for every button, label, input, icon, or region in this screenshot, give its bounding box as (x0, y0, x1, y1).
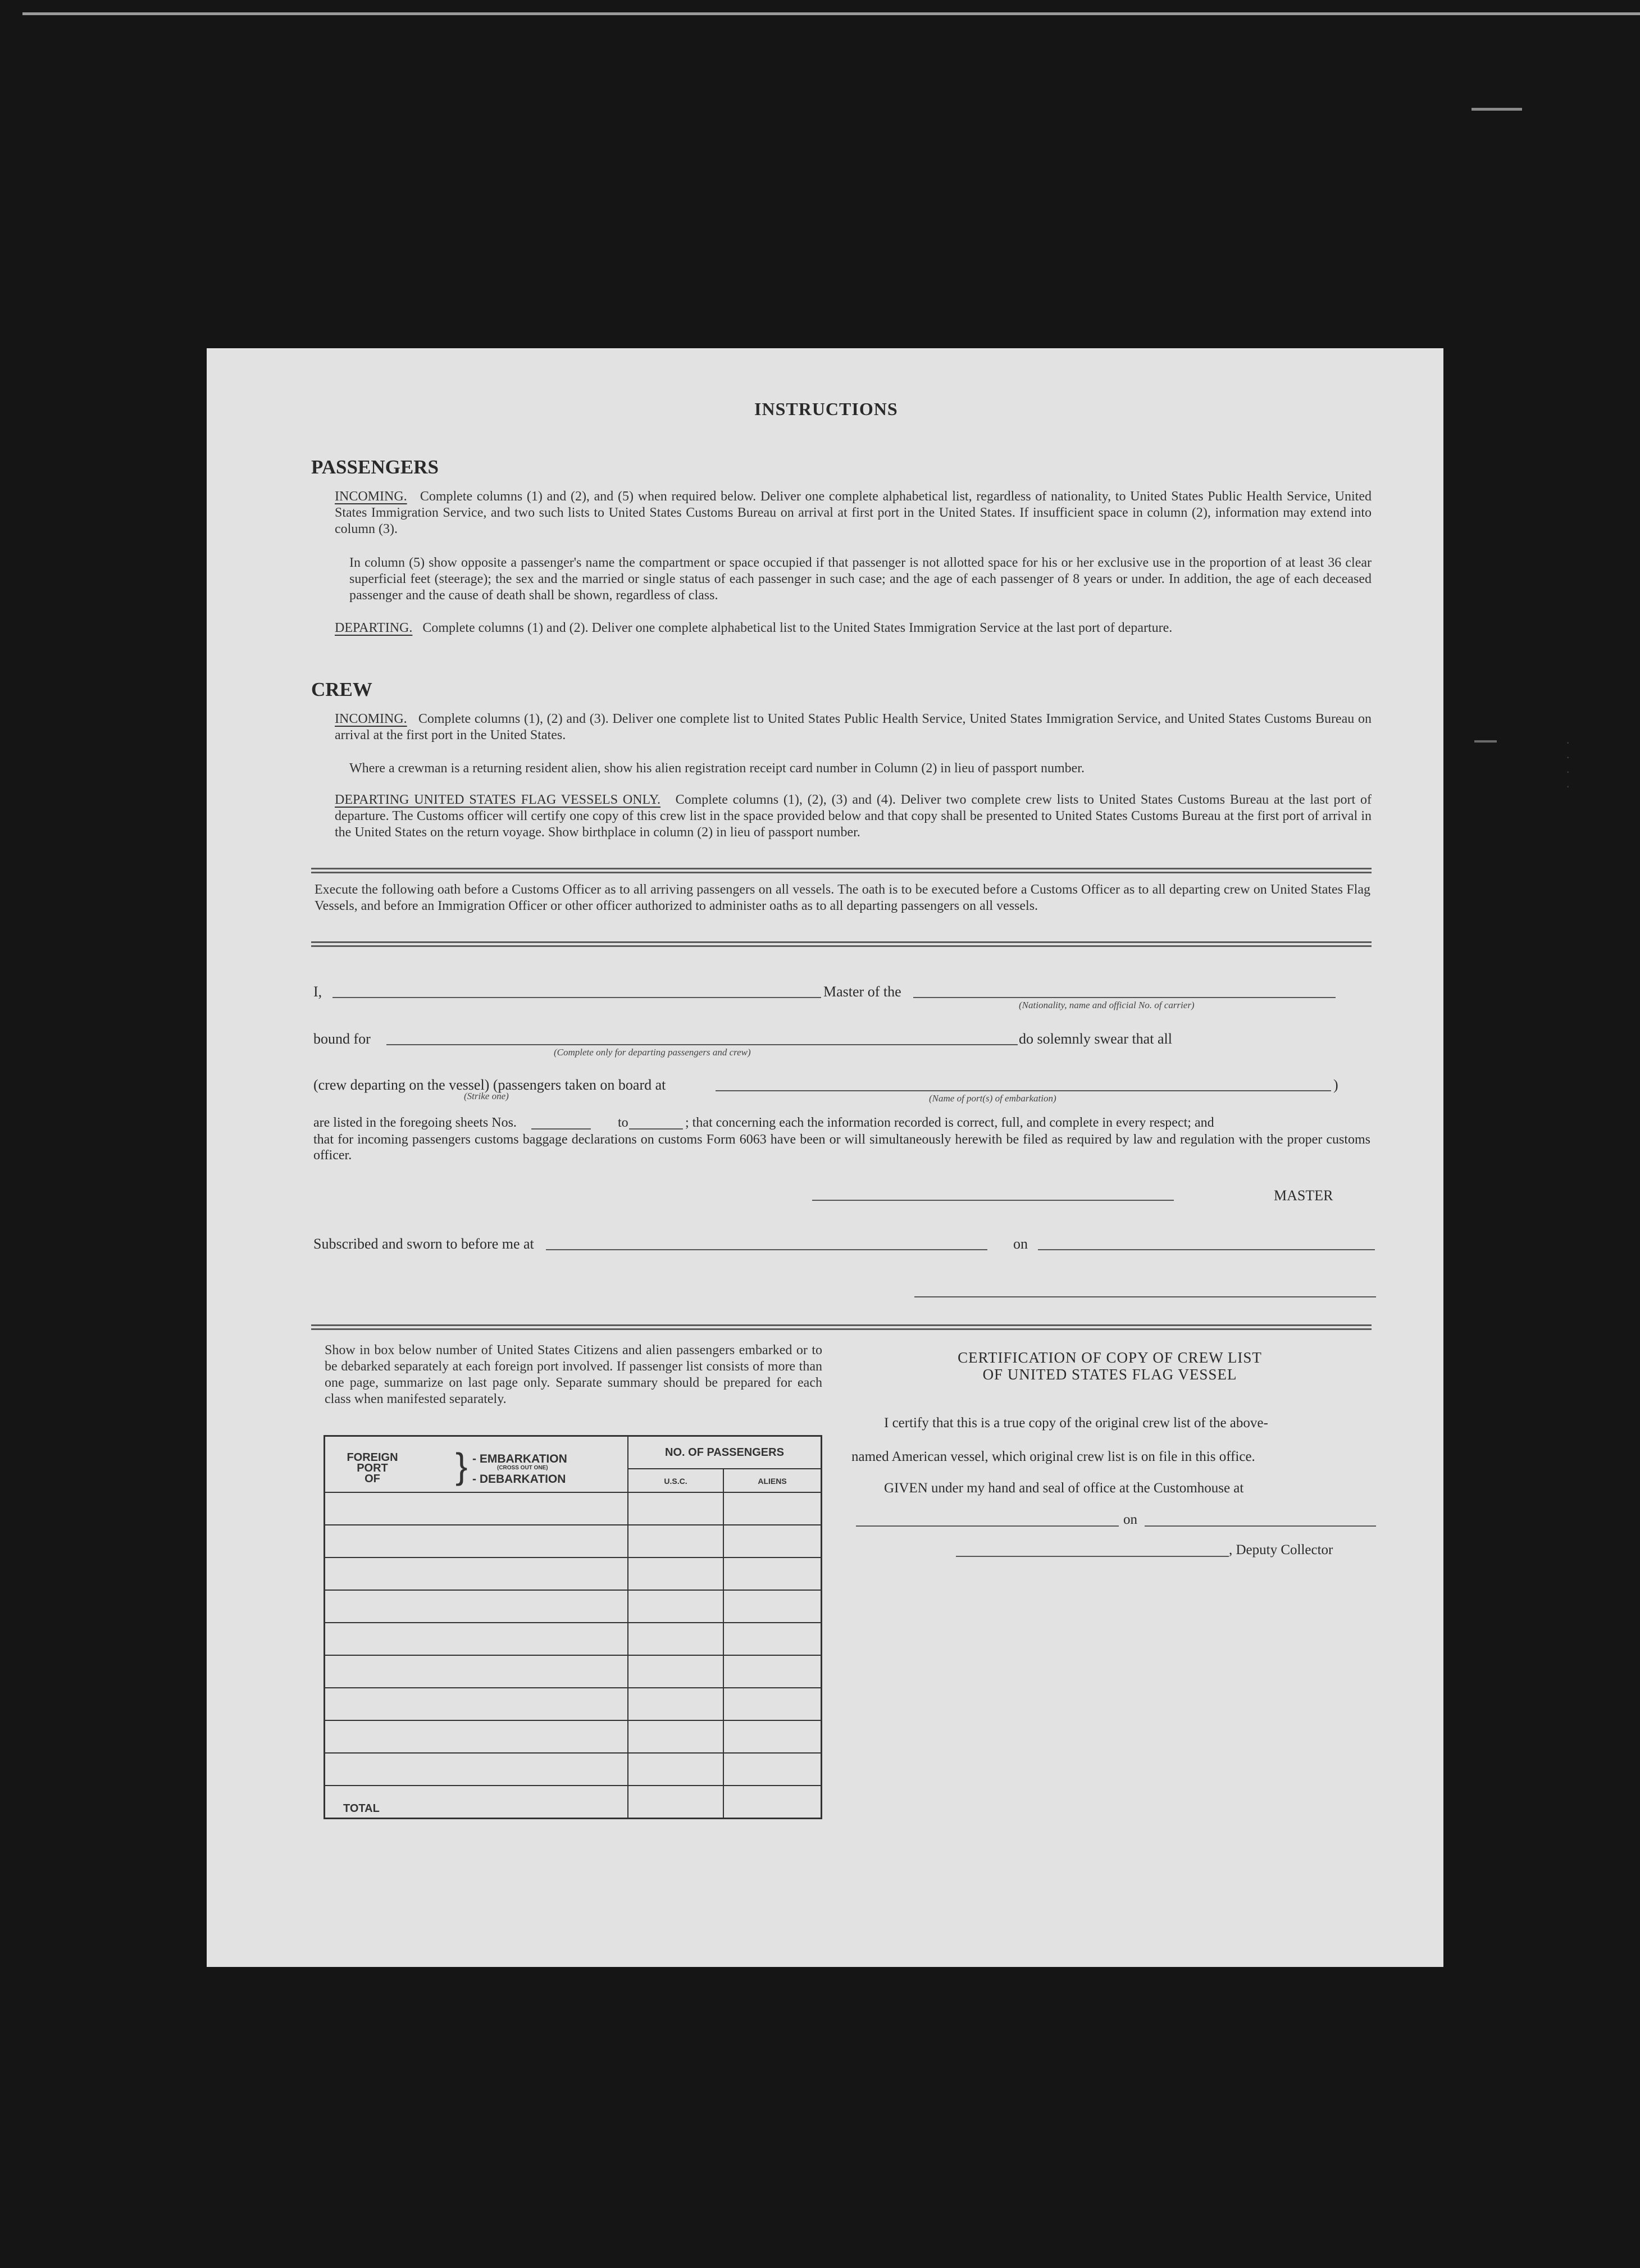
carrier-caption: (Nationality, name and official No. of carrier) (1019, 1000, 1195, 1010)
crew-departing-lead: DEPARTING UNITED STATES FLAG VESSELS ONLY. (335, 793, 661, 807)
summary-port-header (325, 1436, 628, 1493)
passengers-incoming-lead: INCOMING. (335, 489, 407, 504)
sworn-on-label: on (1013, 1236, 1028, 1252)
usc-cell[interactable] (628, 1688, 723, 1720)
solemnly-swear: do solemnly swear that all (1019, 1031, 1172, 1047)
total-label-cell (325, 1786, 628, 1819)
aliens-cell[interactable] (723, 1655, 822, 1688)
port-cell[interactable] (325, 1720, 628, 1753)
usc-cell[interactable] (628, 1492, 723, 1525)
customhouse-field[interactable] (856, 1525, 1119, 1527)
sheet-to-field[interactable] (629, 1128, 683, 1130)
passenger-summary-table (324, 1435, 822, 1819)
section-divider (311, 1324, 1372, 1326)
listed-sheets-to: to (618, 1115, 628, 1130)
port-cell[interactable] (325, 1492, 628, 1525)
aliens-cell[interactable] (723, 1623, 822, 1655)
listed-sheets-rest: that for incoming passengers customs baggage declarations on customs Form 6063 have been or will simultaneously herewith be filed as required by law and regulation with the proper customs officer. (313, 1132, 1370, 1163)
section-divider (311, 868, 1372, 869)
summary-instruction: Show in box below number of United States Citizens and alien passengers embarked or to be debarked separately at each foreign port involved. If passenger list consists of more than one page, summarize on last page only. Separate summary should be prepared for each class when manifested separately. (325, 1343, 822, 1406)
master-name-field[interactable] (332, 997, 821, 998)
usc-cell[interactable] (628, 1753, 723, 1786)
bound-caption: (Complete only for departing passengers and crew) (554, 1047, 751, 1058)
crew-resident-paragraph: Where a crewman is a returning resident alien, show his alien registration receipt card number in Column (2) in lieu of passport number. (349, 761, 1085, 776)
listed-sheets-a: are listed in the foregoing sheets Nos. (313, 1115, 517, 1130)
usc-cell[interactable] (628, 1557, 723, 1590)
carrier-field[interactable] (913, 997, 1336, 998)
table-row (325, 1753, 822, 1786)
brace-icon: } (455, 1446, 468, 1486)
usc-cell[interactable] (628, 1720, 723, 1753)
certification-title-line1: CERTIFICATION OF COPY OF CREW LIST (958, 1349, 1262, 1366)
aliens-total-cell[interactable] (723, 1786, 822, 1819)
sworn-place-field[interactable] (546, 1249, 987, 1250)
strike-caption: (Strike one) (464, 1091, 509, 1101)
no-passengers-header (628, 1436, 822, 1469)
table-row (325, 1623, 822, 1655)
certify-line1: I certify that this is a true copy of the original crew list of the above- (884, 1415, 1268, 1431)
crew-departing-text: (crew departing on the vessel) (passengers taken on board at (313, 1077, 666, 1093)
passengers-incoming-text: Complete columns (1) and (2), and (5) when required below. Deliver one complete alphabetical list, regardless of nationality, to United States Public Health Service, United States Immigration Service, and two such lists to United States Customs Bureau on arrival at first port in the United States. If insufficient space in column (2), information may extend into column (3). (335, 489, 1372, 536)
stray-marks: · · · · (1566, 736, 1575, 794)
passengers-departing-lead: DEPARTING. (335, 621, 413, 635)
certification-title (851, 1349, 1368, 1383)
aliens-label: ALIENS (758, 1476, 787, 1486)
usc-cell[interactable] (628, 1590, 723, 1623)
table-row (325, 1525, 822, 1557)
destination-field[interactable] (386, 1044, 1018, 1045)
given-line: GIVEN under my hand and seal of office at the Customhouse at (884, 1481, 1244, 1496)
aliens-cell[interactable] (723, 1557, 822, 1590)
crew-incoming-text: Complete columns (1), (2) and (3). Deliver one complete list to United States Public Health Service, United States Immigration Service, and United States Customs Bureau on arrival at the first port in the United States. (335, 712, 1372, 743)
crew-incoming-lead: INCOMING. (335, 712, 407, 726)
table-row (325, 1590, 822, 1623)
total-label: TOTAL (343, 1802, 380, 1815)
certification-title-line2: OF UNITED STATES FLAG VESSEL (982, 1366, 1237, 1383)
table-row (325, 1492, 822, 1525)
table-row (325, 1655, 822, 1688)
table-row (325, 1557, 822, 1590)
usc-cell[interactable] (628, 1655, 723, 1688)
cross-out-label: (CROSS OUT ONE) (497, 1465, 548, 1471)
bound-for: bound for (313, 1031, 371, 1047)
master-of-the: Master of the (823, 983, 901, 1000)
oath-instruction: Execute the following oath before a Customs Officer as to all arriving passengers on all vessels. The oath is to be executed before a Customs Officer as to all departing crew on United States Flag Vessels, and before an Immigration Officer or other officer authorized to administer oaths as to all departing passengers on all vessels. (315, 882, 1370, 913)
listed-sheets-b: ; that concerning each the information recorded is correct, full, and complete in every respect; and (685, 1115, 1214, 1130)
passengers-heading: PASSENGERS (311, 456, 439, 478)
oath-i: I, (313, 983, 322, 1000)
port-cell[interactable] (325, 1753, 628, 1786)
embarkation-label: - EMBARKATION (472, 1452, 567, 1465)
ports-caption: (Name of port(s) of embarkation) (929, 1093, 1056, 1104)
sheet-from-field[interactable] (531, 1128, 591, 1130)
port-cell[interactable] (325, 1525, 628, 1557)
usc-total-cell[interactable] (628, 1786, 723, 1819)
aliens-cell[interactable] (723, 1590, 822, 1623)
usc-label: U.S.C. (664, 1476, 687, 1486)
total-row (325, 1786, 822, 1819)
officer-signature-field[interactable] (914, 1296, 1376, 1297)
passengers-departing-text: Complete columns (1) and (2). Deliver one complete alphabetical list to the United States Immigration Service at the last port of departure. (422, 621, 1173, 635)
section-divider (311, 941, 1372, 943)
subscribed-label: Subscribed and sworn to before me at (313, 1236, 534, 1252)
port-cell[interactable] (325, 1623, 628, 1655)
certify-line2: named American vessel, which original crew list is on file in this office. (851, 1449, 1255, 1464)
table-row (325, 1688, 822, 1720)
master-signature-field[interactable] (812, 1200, 1174, 1201)
crew-heading: CREW (311, 678, 372, 700)
close-paren: ) (1333, 1077, 1338, 1093)
table-row (325, 1720, 822, 1753)
master-label: MASTER (1274, 1187, 1333, 1204)
port-cell[interactable] (325, 1557, 628, 1590)
port-cell[interactable] (325, 1590, 628, 1623)
embarkation-ports-field[interactable] (716, 1090, 1331, 1091)
scan-edge-mark (1472, 108, 1522, 111)
deputy-signature-field[interactable] (956, 1556, 1229, 1557)
usc-cell[interactable] (628, 1623, 723, 1655)
crew-departing-text: Complete columns (1), (2), (3) and (4). Deliver two complete crew lists to United States Customs Bureau at the last port of departure. The Customs officer will certify one copy of this crew list in the space provided below and that copy shall be presented to United States Customs Bureau at the first port of arrival in the United States on the return voyage. Show birthplace in column (2) in lieu of passport number. (335, 793, 1372, 840)
debarkation-label: - DEBARKATION (472, 1473, 566, 1486)
form-page (207, 348, 1575, 1967)
passengers-departing-paragraph (335, 620, 1372, 636)
page-title: INSTRUCTIONS (754, 399, 898, 419)
scan-top-edge (22, 12, 1640, 15)
passengers-incoming-paragraph (335, 489, 1372, 538)
usc-cell[interactable] (628, 1525, 723, 1557)
usc-header (628, 1469, 723, 1492)
crew-departing-paragraph (335, 792, 1372, 841)
aliens-cell[interactable] (723, 1525, 822, 1557)
aliens-cell[interactable] (723, 1753, 822, 1786)
scan-edge-mark (1474, 740, 1497, 743)
cert-date-field[interactable] (1145, 1525, 1376, 1527)
aliens-cell[interactable] (723, 1492, 822, 1525)
port-cell[interactable] (325, 1655, 628, 1688)
port-header-port: PORT (357, 1462, 388, 1474)
passengers-column5-paragraph: In column (5) show opposite a passenger's name the compartment or space occupied if that passenger is not allotted space for his or her exclusive use in the proportion of at least 36 clear superficial feet (steerage); the sex and the married or single status of each passenger in such case; and the age of each passenger of 8 years or under. In addition, the age of each deceased passenger and the cause of death shall be shown, regardless of class. (349, 555, 1372, 603)
aliens-cell[interactable] (723, 1720, 822, 1753)
sworn-date-field[interactable] (1038, 1249, 1375, 1250)
port-header-foreign: FOREIGN (347, 1451, 398, 1464)
deputy-collector-label: , Deputy Collector (1229, 1542, 1333, 1557)
port-cell[interactable] (325, 1688, 628, 1720)
aliens-cell[interactable] (723, 1688, 822, 1720)
no-passengers-label: NO. OF PASSENGERS (665, 1446, 784, 1459)
crew-incoming-paragraph (335, 711, 1372, 744)
cert-on-label: on (1123, 1512, 1137, 1527)
port-header-of: OF (365, 1473, 380, 1485)
aliens-header (723, 1469, 822, 1492)
